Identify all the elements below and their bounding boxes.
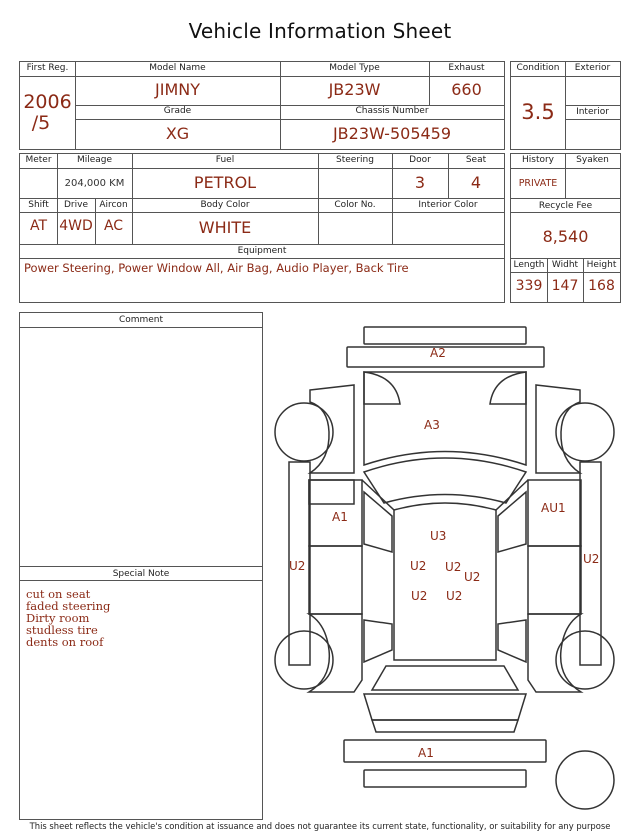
history-table — [510, 153, 621, 303]
grade-value: XG — [165, 124, 190, 143]
roof-panel — [394, 503, 496, 660]
meter-label: Meter — [25, 155, 52, 165]
body-color-label: Body Color — [200, 200, 250, 210]
recycle-fee-label: Recycle Fee — [538, 201, 593, 211]
damage-mark-u2-right: U2 — [583, 552, 600, 566]
condition-value: 3.5 — [521, 100, 555, 124]
chassis-number-label: Chassis Number — [355, 106, 429, 116]
damage-mark-u2-left: U2 — [289, 559, 306, 573]
recycle-fee-value: 8,540 — [542, 227, 589, 246]
special-note-item: Dirty room — [26, 611, 90, 625]
model-name-value: JIMNY — [155, 80, 200, 99]
aircon-label: Aircon — [99, 200, 128, 210]
exterior-label: Exterior — [574, 63, 611, 73]
vehicle-damage-diagram — [268, 320, 628, 820]
damage-mark-a1-rear: A1 — [418, 746, 434, 760]
condition-label: Condition — [516, 63, 560, 73]
damage-mark-u2: U2 — [464, 570, 481, 584]
damage-mark-a1-left: A1 — [332, 510, 348, 524]
damage-mark-u2: U2 — [411, 589, 428, 603]
history-label: History — [521, 155, 555, 165]
damage-mark-u2: U2 — [445, 560, 462, 574]
left-pillar-front — [309, 480, 354, 504]
left-rear-door — [309, 546, 362, 614]
comment-panel — [19, 312, 263, 820]
door-value: 3 — [414, 173, 426, 192]
windshield — [364, 458, 526, 503]
damage-mark-a2: A2 — [430, 346, 446, 360]
damage-mark-u3: U3 — [430, 529, 447, 543]
steering-label: Steering — [336, 155, 374, 165]
front-left-wheel — [275, 403, 333, 461]
body-color-value: WHITE — [198, 218, 252, 237]
exhaust-label: Exhaust — [448, 63, 485, 73]
height-label: Height — [586, 260, 617, 270]
grade-label: Grade — [163, 106, 192, 116]
length-label: Length — [513, 260, 545, 270]
equipment-value: Power Steering, Power Window All, Air Bag, Audio Player, Back Tire — [24, 261, 409, 275]
rear-left-wheel — [275, 631, 333, 689]
disclaimer-footer: This sheet reflects the vehicle's condition at issuance and does not guarantee its current state, functionality, or suitability for any purpose — [29, 821, 611, 831]
first-reg-year: 2006 — [23, 91, 72, 113]
door-label: Door — [409, 155, 431, 165]
special-note-item: dents on roof — [26, 635, 104, 649]
model-type-label: Model Type — [329, 63, 380, 73]
spare-tire — [556, 751, 614, 809]
rear-right-wheel — [556, 631, 614, 689]
width-label: Widht — [551, 260, 579, 270]
damage-mark-u2: U2 — [410, 559, 427, 573]
color-no-label: Color No. — [334, 200, 376, 210]
model-name-label: Model Name — [149, 63, 206, 73]
rear-bumper — [344, 740, 546, 762]
interior-color-label: Interior Color — [418, 200, 478, 210]
front-bumper-top — [364, 327, 526, 344]
width-value: 147 — [551, 278, 579, 294]
shift-label: Shift — [28, 200, 49, 210]
drive-value: 4WD — [59, 218, 93, 234]
model-type-value: JB23W — [328, 80, 381, 99]
syaken-label: Syaken — [576, 155, 609, 165]
left-rear-quarter — [309, 614, 362, 692]
shift-value: AT — [29, 218, 48, 234]
model-info-table — [19, 61, 505, 150]
special-note-item: studless tire — [26, 623, 98, 637]
comment-label: Comment — [118, 315, 164, 325]
first-reg-month: /5 — [31, 112, 51, 134]
seat-value: 4 — [470, 173, 482, 192]
drive-label: Drive — [64, 200, 88, 210]
rear-bumper-lower — [364, 770, 526, 787]
mileage-value: 204,000 KM — [64, 178, 125, 189]
equipment-label: Equipment — [237, 246, 287, 256]
exhaust-value: 660 — [451, 80, 482, 99]
fuel-value: PETROL — [193, 173, 257, 192]
sheet-title: Vehicle Information Sheet — [188, 19, 452, 43]
special-note-label: Special Note — [112, 569, 170, 579]
height-value: 168 — [588, 278, 615, 294]
special-note-item: faded steering — [26, 599, 111, 613]
spec-table — [19, 153, 505, 303]
interior-label: Interior — [576, 107, 609, 117]
seat-label: Seat — [465, 155, 487, 165]
damage-mark-u2: U2 — [446, 589, 463, 603]
front-right-fender — [536, 385, 580, 473]
damage-mark-a3: A3 — [424, 418, 440, 432]
damage-mark-au1: AU1 — [541, 501, 566, 515]
first-reg-label: First Reg. — [26, 63, 69, 73]
length-value: 339 — [515, 278, 543, 294]
front-right-wheel — [556, 403, 614, 461]
history-value: PRIVATE — [518, 178, 558, 189]
mileage-label: Mileage — [76, 155, 113, 165]
chassis-number-value: JB23W-505459 — [332, 124, 452, 143]
fuel-label: Fuel — [215, 155, 235, 165]
right-rear-door — [528, 546, 581, 614]
right-rear-quarter — [528, 614, 581, 692]
tailgate — [364, 694, 526, 720]
condition-table — [510, 61, 621, 150]
special-note-item: cut on seat — [26, 587, 91, 601]
rear-window — [372, 666, 518, 690]
front-left-fender — [310, 385, 354, 473]
hood-panel — [364, 372, 526, 465]
aircon-value: AC — [103, 218, 124, 234]
